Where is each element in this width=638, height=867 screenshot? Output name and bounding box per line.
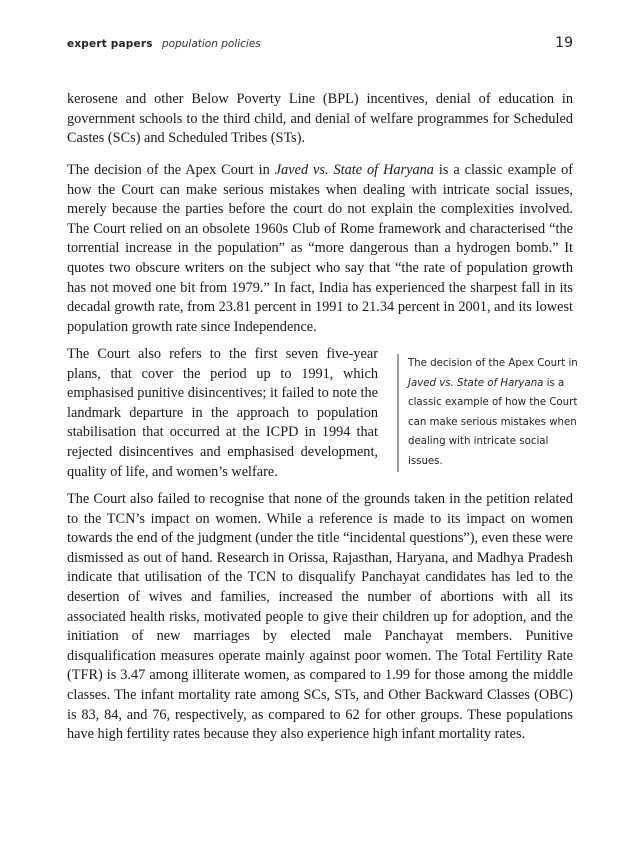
pull-quote-text-rest: is a classic example of how the Court can make serious mistakes when dealing with intricate social issues. xyxy=(408,377,578,467)
paragraph-4: The Court also failed to recognise that none of the grounds taken in the petition related to the TCN’s impact on women. While a reference is made to its impact on women towards the end of the judgment (under the title “incidental questions”), even these were dismissed as out of hand. Research in Orissa, Rajasthan, Haryana, and Madhya Pradesh indicate that utilisation of the TCN to disqualify Panchayat candidates has led to the desertion of wives and families, increased the number of abortions with all its associated health risks, motivated people to give their children up for adoption, and the initiation of new marriages by elected male Panchayat members. Punitive disqualification measures operate mainly against poor women. The Total Fertility Rate (TFR) is 3.47 among illiterate women, as compared to 1.99 for those among the middle classes. The infant mortality rate among SCs, STs, and Other Backward Classes (OBC) is 83, 84, and 76, respectively, as compared to 62 for other groups. These populations have high fertility rates because they also experience high infant mortality rates. xyxy=(67,491,573,743)
pull-quote-case-name: Javed vs. State of Haryana xyxy=(408,377,544,389)
page-number: 19 xyxy=(555,35,573,51)
paragraph-1: kerosene and other Below Poverty Line (BPL) incentives, denial of education in government schools to the third child, and denial of welfare programmes for Scheduled Castes (SCs) and Scheduled Tribes (STs). xyxy=(67,91,573,147)
paragraph-2 xyxy=(67,161,573,337)
paragraph-2-text-rest: is a classic example of how the Court can make serious mistakes when dealing with intricate social issues, merely because the parties before the court do not explain the complexities involved. The Court relied on an obsolete 1960s Club of Rome framework and characterised “the torrential increase in the population” as “more dangerous than a hydrogen bomb.” It quotes two obscure writers on the subject who say that “the rate of population growth has not moved one bit from 1979.” In fact, India has experienced the sharpest fall in its decadal growth rate, from 23.81 percent in 1991 to 21.34 percent in 2001, and its lowest population growth rate since Independence. xyxy=(67,162,573,335)
pull-quote xyxy=(397,354,580,472)
paragraph-3: The Court also refers to the first seven five-year plans, that cover the period up to 1991, which emphasised punitive disincentives; it failed to note the landmark departure in the approach to population stabilisation that occurred at the ICPD in 1994 that rejected disincentives and emphasised development, quality of life, and women’s welfare. xyxy=(67,346,378,480)
header-topic-label: population policies xyxy=(162,38,261,50)
header-section-label: expert papers xyxy=(67,38,153,50)
case-name-italic: Javed vs. State of Haryana xyxy=(274,162,434,178)
paragraph-2-text-start: The decision of the Apex Court in xyxy=(67,162,275,178)
running-header xyxy=(67,35,573,51)
pull-quote-text-start: The decision of the Apex Court in xyxy=(408,358,578,369)
